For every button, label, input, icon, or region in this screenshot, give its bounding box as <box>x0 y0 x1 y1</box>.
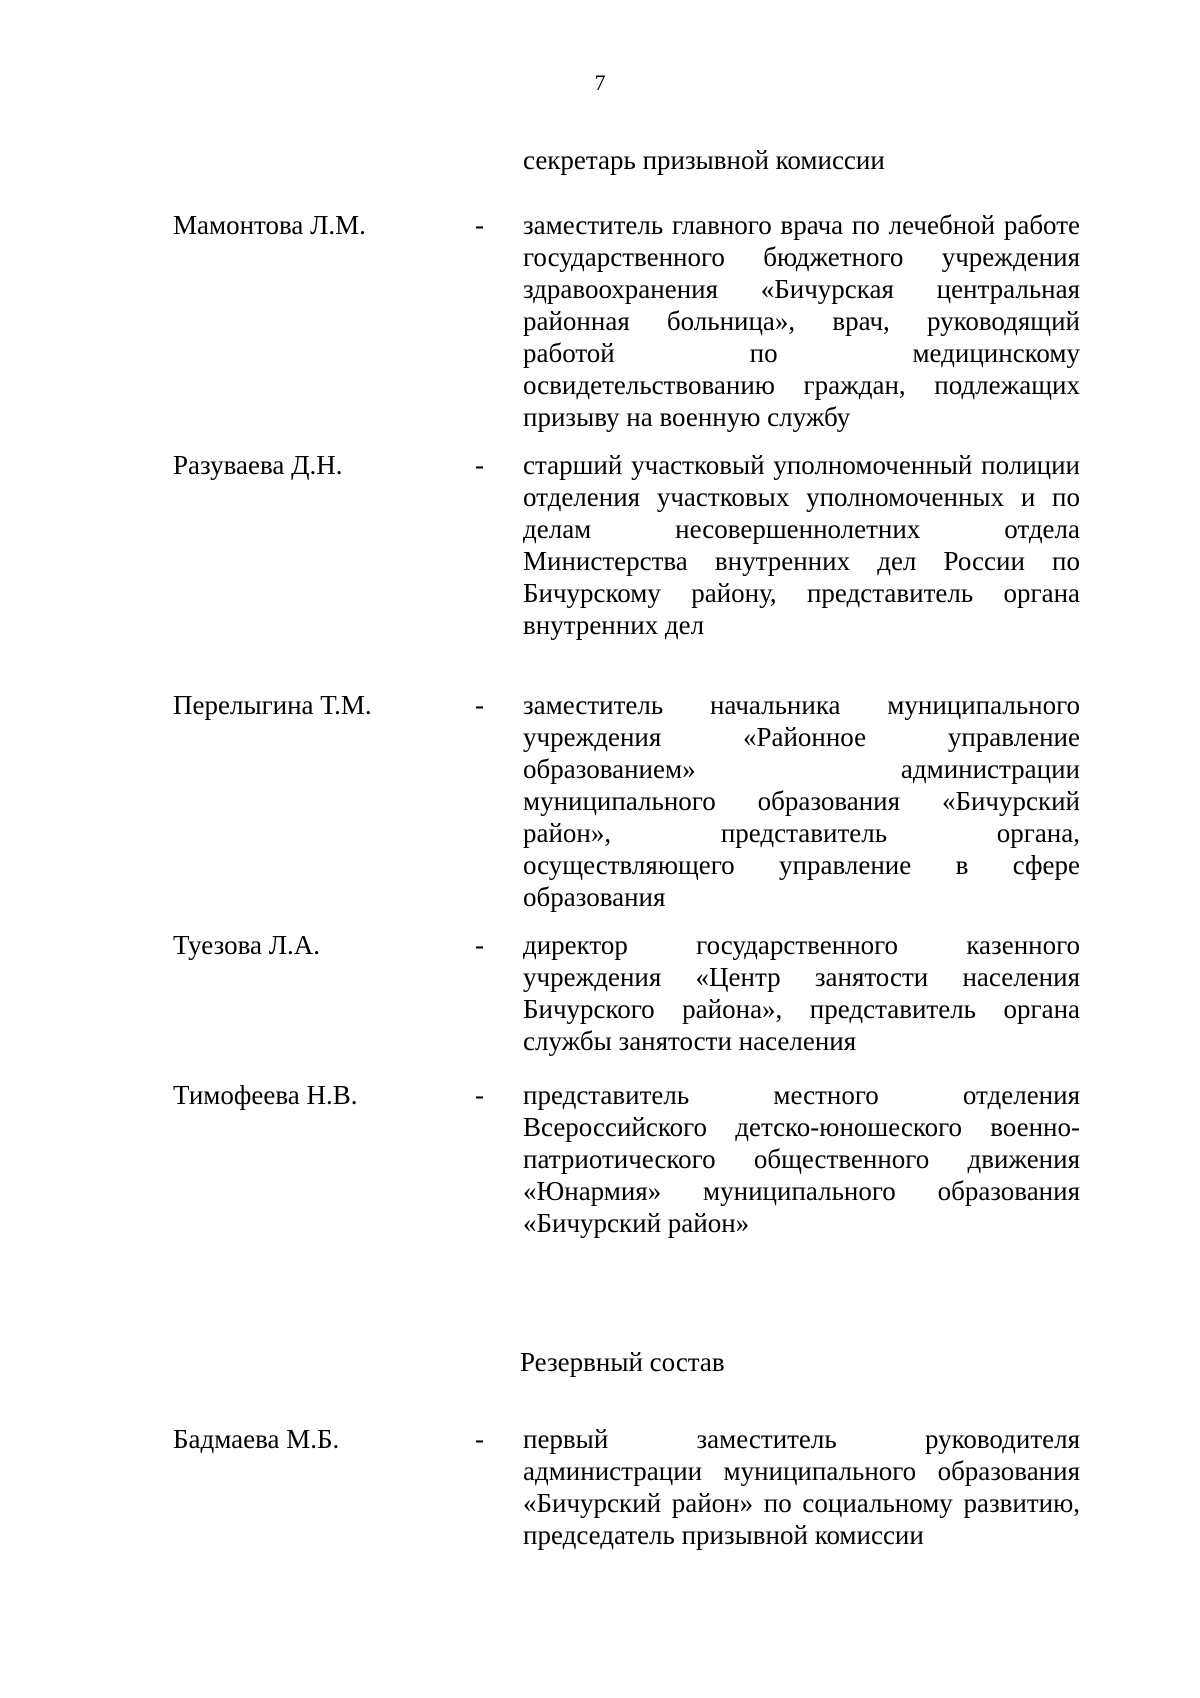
dash-separator: - <box>475 210 484 240</box>
member-name: Мамонтова Л.М. <box>173 210 366 240</box>
member-role: заместитель главного врача по лечебной работе государственного бюджетного учреждения здравоохранения «Бичурская центральная районная больница», врач, руководящий работой по медицинскому освидетельствованию граждан, подлежащих призыву на военную службу <box>523 210 1080 432</box>
reserve-heading: Резервный состав <box>520 1347 725 1377</box>
page-number: 7 <box>594 70 606 95</box>
continuation-line: секретарь призывной комиссии <box>523 145 885 175</box>
member-role: представитель местного отделения Всероссийского детско-юношеского военно-патриотического общественного движения «Юнармия» муниципального образования «Бичурский район» <box>523 1080 1080 1238</box>
dash-separator: - <box>475 1424 484 1454</box>
member-name: Разуваева Д.Н. <box>173 450 343 480</box>
member-name: Бадмаева М.Б. <box>173 1424 340 1454</box>
dash-separator: - <box>475 930 484 960</box>
member-name: Перелыгина Т.М. <box>173 690 372 720</box>
dash-separator: - <box>475 690 484 720</box>
dash-separator: - <box>475 1080 484 1110</box>
member-role: первый заместитель руководителя администрации муниципального образования «Бичурский район» по социальному развитию, председатель призывной комиссии <box>523 1424 1080 1550</box>
member-role: директор государственного казенного учреждения «Центр занятости населения Бичурского района», представитель органа службы занятости населения <box>523 930 1080 1056</box>
member-role: заместитель начальника муниципального учреждения «Районное управление образованием» администрации муниципального образования «Бичурский район», представитель органа, осуществляющего управление в сфере образования <box>523 690 1080 912</box>
member-name: Тимофеева Н.В. <box>173 1080 358 1110</box>
member-name: Туезова Л.А. <box>173 930 321 960</box>
member-role: старший участковый уполномоченный полиции отделения участковых уполномоченных и по делам несовершеннолетних отдела Министерства внутренних дел России по Бичурскому району, представитель органа внутренних дел <box>523 450 1080 640</box>
dash-separator: - <box>475 450 484 480</box>
